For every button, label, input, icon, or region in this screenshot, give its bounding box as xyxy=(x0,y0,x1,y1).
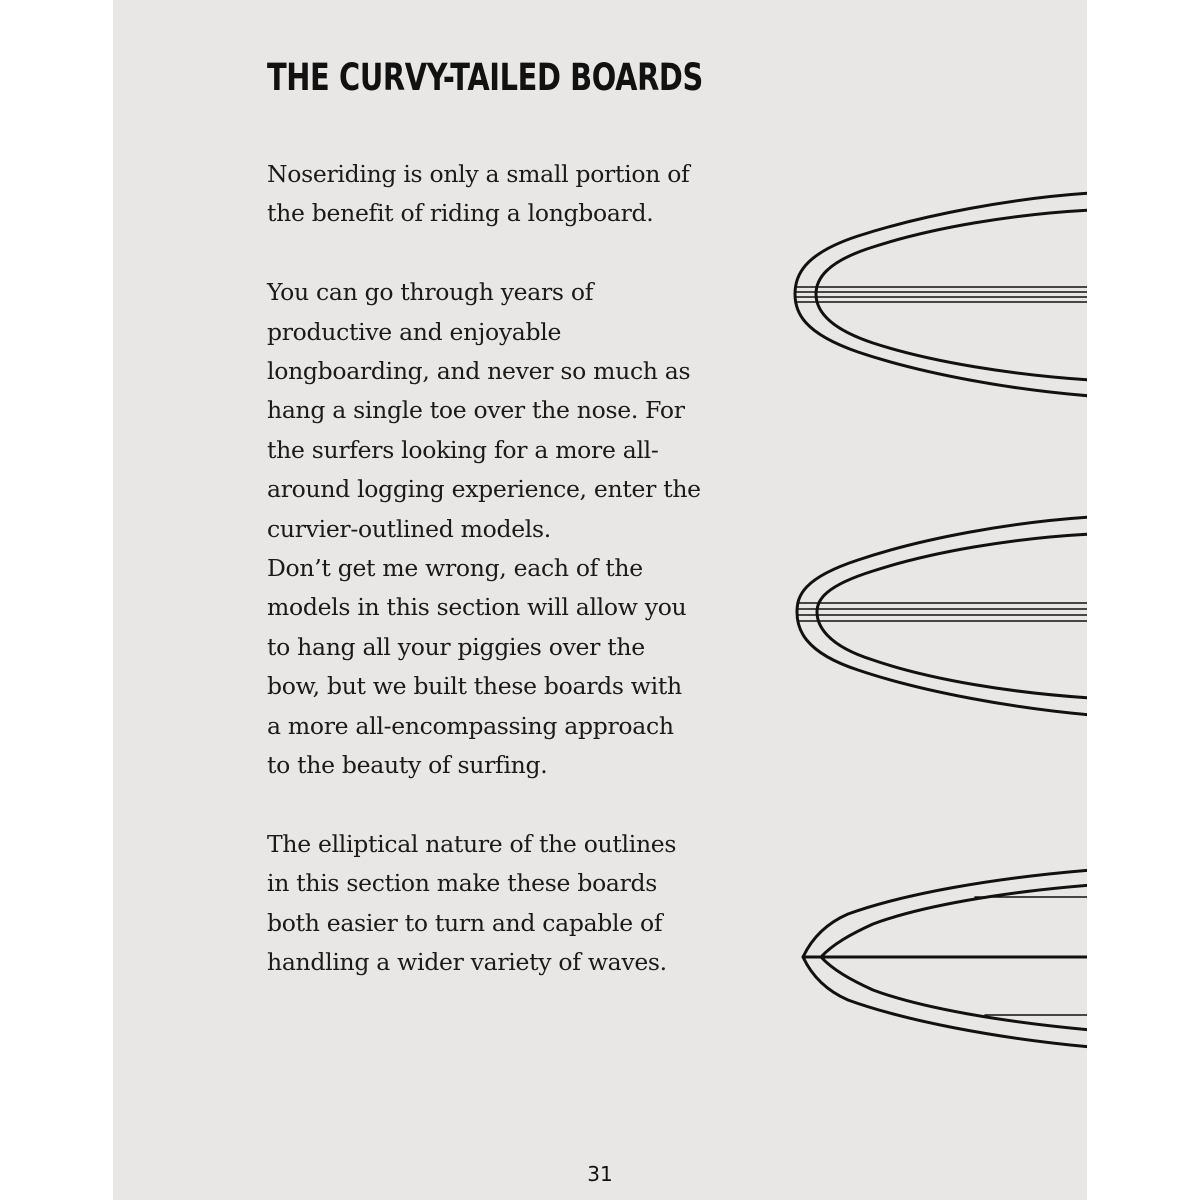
rounded-nose-board-outline-1 xyxy=(795,193,1087,396)
text-line: in this section make these boards xyxy=(267,869,658,898)
text-line: longboarding, and never so much as xyxy=(267,357,691,386)
text-line: Noseriding is only a small portion of xyxy=(267,160,690,188)
text-line: models in this section will allow you xyxy=(267,593,687,622)
rounded-nose-board-outline-2 xyxy=(797,517,1087,715)
page-title: THE CURVY-TAILED BOARDS xyxy=(267,56,703,99)
text-line: curvier-outlined models. xyxy=(267,514,551,543)
surfboard-outlines-illustration xyxy=(113,0,1087,1200)
text-line: both easier to turn and capable of xyxy=(267,908,663,937)
text-line: The elliptical nature of the outlines xyxy=(267,829,677,858)
text-line: bow, but we built these boards with xyxy=(267,672,682,701)
text-line: to the beauty of surfing. xyxy=(267,751,548,780)
text-line: around logging experience, enter the xyxy=(267,475,701,504)
text-line: a more all-encompassing approach xyxy=(267,711,674,740)
board-outer-rail xyxy=(797,517,1087,715)
text-line: productive and enjoyable xyxy=(267,317,562,346)
page-number: 31 xyxy=(587,1162,613,1186)
text-line: to hang all your piggies over the xyxy=(267,632,645,661)
text-line: handling a wider variety of waves. xyxy=(267,948,667,977)
text-line: You can go through years of xyxy=(267,278,594,307)
text-line: Don’t get me wrong, each of the xyxy=(267,554,643,583)
text-line: hang a single toe over the nose. For xyxy=(267,396,685,425)
text-line: the benefit of riding a longboard. xyxy=(267,199,654,228)
board-outer-rail xyxy=(795,193,1087,396)
pointed-nose-board-outline xyxy=(803,870,1087,1047)
text-line: the surfers looking for a more all- xyxy=(267,435,659,464)
book-page xyxy=(113,0,1087,1200)
